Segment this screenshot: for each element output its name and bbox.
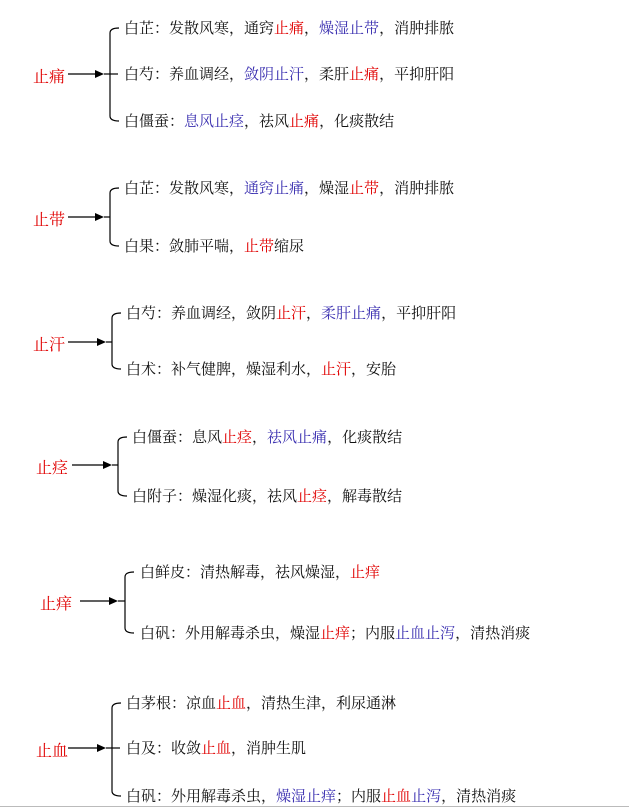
item-text: ，清热生津，利尿通淋 xyxy=(246,694,397,712)
highlight-blue-text: 止血止泻 xyxy=(395,624,456,642)
remedy-item xyxy=(140,623,530,643)
highlight-red-text: 止痛 xyxy=(274,19,305,37)
item-text: ， xyxy=(252,428,268,446)
highlight-blue-text: 息风止痉 xyxy=(184,112,245,130)
highlight-red-text: 止痉 xyxy=(297,487,328,505)
group-label: 止汗 xyxy=(33,335,66,354)
item-text: 白附子：燥湿化痰，祛风 xyxy=(132,487,298,505)
item-text: ，平抑肝阳 xyxy=(381,304,457,322)
highlight-blue-text: 燥湿止痒 xyxy=(276,787,337,805)
item-text: ，清热消痰 xyxy=(455,624,531,642)
highlight-blue-text: 敛阴止汗 xyxy=(244,65,305,83)
item-text: 白矾：外用解毒杀虫，燥湿 xyxy=(140,624,321,642)
item-text: ， xyxy=(304,19,320,37)
item-text: ，化痰散结 xyxy=(319,112,395,130)
bracket-line xyxy=(118,437,127,496)
group-label: 止痒 xyxy=(40,594,73,613)
item-text: ，消肿生肌 xyxy=(231,739,307,757)
highlight-blue-text: 祛风止痛 xyxy=(267,428,328,446)
highlight-red-text: 止汗 xyxy=(276,304,307,322)
item-text: 白僵蚕： xyxy=(124,112,185,130)
item-text: ，祛风 xyxy=(244,112,290,130)
item-text: 白及：收敛 xyxy=(126,739,202,757)
remedy-item xyxy=(132,486,402,506)
highlight-blue-text: 柔肝止痛 xyxy=(321,304,382,322)
item-text: ；内服 xyxy=(350,624,396,642)
group-label: 止血 xyxy=(36,741,69,760)
item-text: ，消肿排脓 xyxy=(379,19,455,37)
arrow-head-icon xyxy=(97,338,106,346)
arrow-head-icon xyxy=(103,461,112,469)
bracket-line xyxy=(110,188,119,246)
remedy-item xyxy=(126,303,456,323)
remedy-item xyxy=(124,236,304,256)
item-text: 白芷：发散风寒， xyxy=(124,179,245,197)
bracket-line xyxy=(112,313,121,369)
item-text: 白果：敛肺平喘， xyxy=(124,237,245,255)
remedy-item xyxy=(126,693,396,713)
highlight-red-text: 止血 xyxy=(201,739,232,757)
item-text: 白芍：养血调经， xyxy=(124,65,245,83)
item-text: ，清热消痰 xyxy=(441,787,517,805)
highlight-red-text: 止痒 xyxy=(320,624,351,642)
highlight-red-text: 止带 xyxy=(244,237,275,255)
arrow-head-icon xyxy=(97,744,106,752)
remedy-item xyxy=(126,786,516,806)
item-text: 白芍：养血调经，敛阴 xyxy=(126,304,277,322)
item-text: 缩尿 xyxy=(274,237,305,255)
highlight-blue-text: 止泻 xyxy=(411,787,442,805)
remedy-item xyxy=(124,18,454,38)
remedy-item xyxy=(124,178,454,198)
group-label: 止痉 xyxy=(36,458,69,477)
item-text: 白术：补气健脾，燥湿利水， xyxy=(126,360,322,378)
item-text: 白僵蚕：息风 xyxy=(132,428,223,446)
highlight-red-text: 止血 xyxy=(381,787,412,805)
remedy-item xyxy=(124,111,394,131)
item-text: 白鲜皮：清热解毒，祛风燥湿， xyxy=(140,563,351,581)
item-text: ，平抑肝阳 xyxy=(379,65,455,83)
highlight-red-text: 止痛 xyxy=(289,112,320,130)
remedy-item xyxy=(132,427,402,447)
item-text: ，燥湿 xyxy=(304,179,350,197)
remedy-item xyxy=(140,562,380,582)
highlight-red-text: 止痛 xyxy=(349,65,380,83)
group-label: 止带 xyxy=(33,210,66,229)
item-text: 白矾：外用解毒杀虫， xyxy=(126,787,277,805)
item-text: ，消肿排脓 xyxy=(379,179,455,197)
item-text: ，解毒散结 xyxy=(327,487,403,505)
bracket-line xyxy=(112,703,121,796)
remedy-item xyxy=(124,64,454,84)
highlight-red-text: 止血 xyxy=(216,694,247,712)
bracket-line xyxy=(125,572,134,633)
highlight-blue-text: 通窍止痛 xyxy=(244,179,305,197)
arrow-head-icon xyxy=(95,213,104,221)
arrow-head-icon xyxy=(95,70,104,78)
highlight-red-text: 止带 xyxy=(349,179,380,197)
item-text: ；内服 xyxy=(336,787,382,805)
item-text: ， xyxy=(306,304,322,322)
highlight-red-text: 止汗 xyxy=(321,360,352,378)
group-label: 止痛 xyxy=(33,67,66,86)
highlight-blue-text: 燥湿止带 xyxy=(319,19,380,37)
remedy-item xyxy=(126,738,306,758)
item-text: 白茅根：凉血 xyxy=(126,694,217,712)
item-text: ，柔肝 xyxy=(304,65,350,83)
remedy-item xyxy=(126,359,396,379)
item-text: 白芷：发散风寒，通窍 xyxy=(124,19,275,37)
arrow-head-icon xyxy=(109,597,118,605)
item-text: ，化痰散结 xyxy=(327,428,403,446)
highlight-red-text: 止痉 xyxy=(222,428,253,446)
item-text: ，安胎 xyxy=(351,360,397,378)
highlight-red-text: 止痒 xyxy=(350,563,381,581)
bottom-divider xyxy=(0,806,629,807)
